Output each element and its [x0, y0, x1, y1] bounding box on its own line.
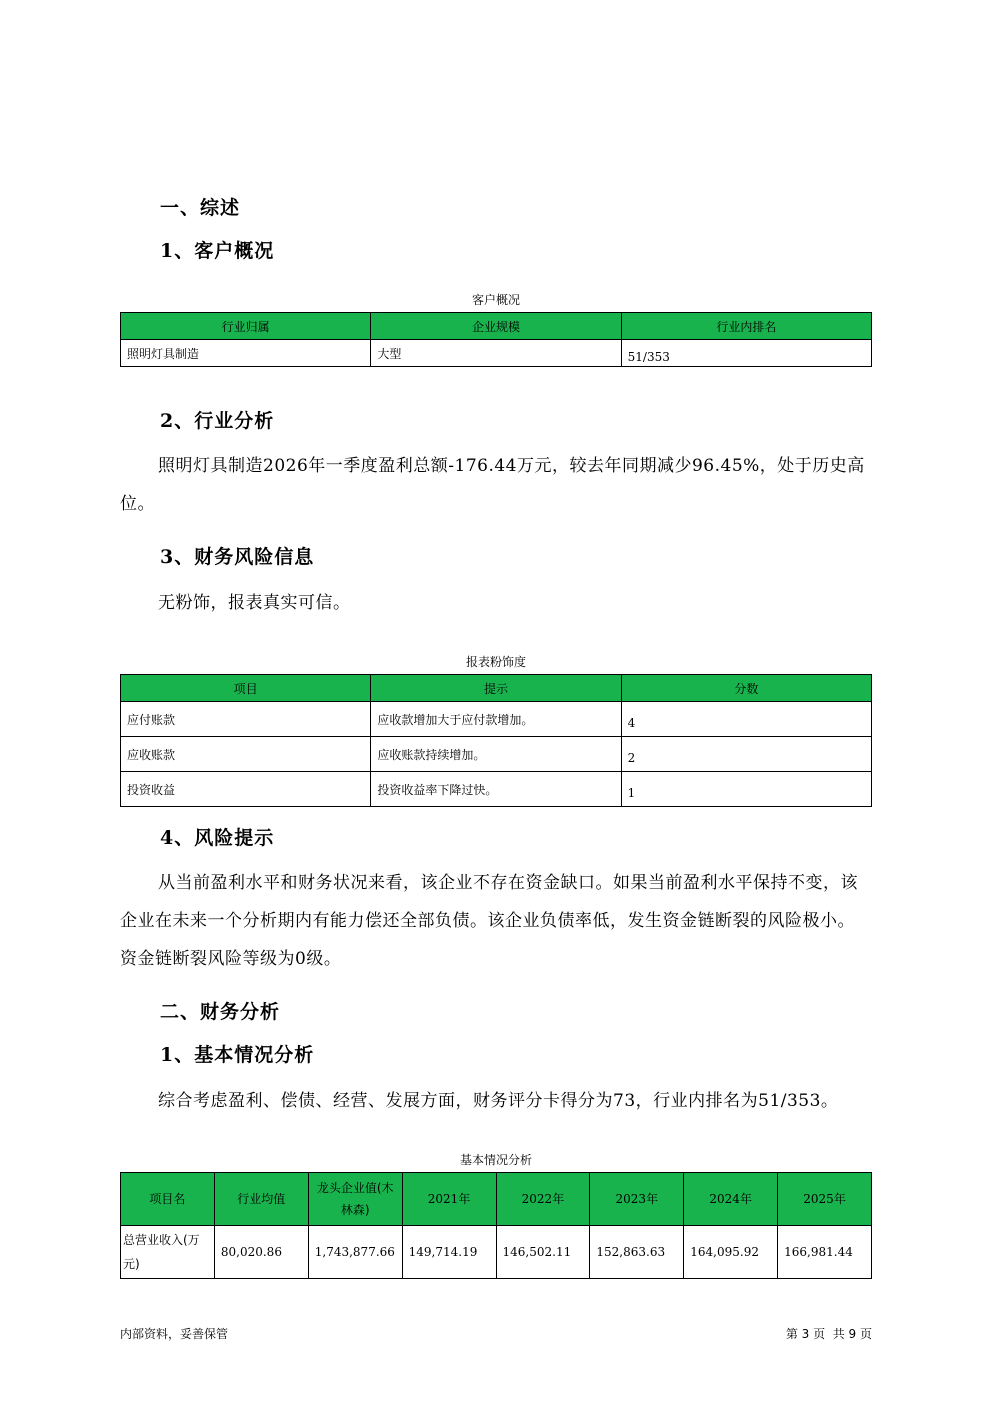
table-cell: 照明灯具制造	[121, 340, 371, 367]
table-row	[121, 340, 872, 367]
table-cell: 投资收益	[121, 772, 371, 807]
table-cell: 80,020.86	[214, 1226, 308, 1279]
subsection-title-risk-warning: 4、风险提示	[160, 827, 275, 849]
subsection-title-basic-analysis: 1、基本情况分析	[160, 1044, 315, 1066]
table-cell: 166,981.44	[778, 1226, 872, 1279]
table-header-cell: 项目名	[121, 1173, 215, 1226]
table-header-cell: 行业归属	[121, 313, 371, 340]
basic-situation-table	[120, 1172, 872, 1279]
subsection-title-industry: 2、行业分析	[160, 410, 275, 432]
basic-analysis-paragraph	[120, 1082, 872, 1120]
table-cell: 149,714.19	[402, 1226, 496, 1279]
table-header-row	[121, 313, 872, 340]
financial-risk-paragraph	[120, 584, 872, 622]
table-cell: 2	[621, 737, 871, 772]
table-header-cell: 2021年	[402, 1173, 496, 1226]
footer-confidential-note: 内部资料，妥善保管	[120, 1327, 229, 1341]
basic-analysis-text: 综合考虑盈利、偿债、经营、发展方面，财务评分卡得分为73，行业内排名为51/353。	[158, 1091, 839, 1111]
whitewash-table	[120, 674, 872, 807]
industry-analysis-text: 照明灯具制造2026年一季度盈利总额-176.44万元，较去年同期减少96.45%，处于历史高位。	[120, 456, 865, 514]
table-cell: 应收账款	[121, 737, 371, 772]
section-title-overview: 一、综述	[160, 197, 241, 219]
basic-table-caption: 基本情况分析	[459, 1153, 532, 1167]
table-header-cell: 2024年	[684, 1173, 778, 1226]
customer-table	[120, 312, 872, 367]
table-cell: 应收账款持续增加。	[371, 737, 621, 772]
table-header-cell: 行业内排名	[621, 313, 871, 340]
table-header-cell: 分数	[621, 675, 871, 702]
table-header-cell: 2023年	[590, 1173, 684, 1226]
table-header-row	[121, 1173, 872, 1226]
table-row	[121, 772, 872, 807]
table-header-cell: 项目	[121, 675, 371, 702]
table-row	[121, 1226, 872, 1279]
table-header-cell: 企业规模	[371, 313, 621, 340]
table-header-row	[121, 675, 872, 702]
section-title-financial-analysis: 二、财务分析	[160, 1001, 281, 1023]
table-row	[121, 737, 872, 772]
risk-warning-paragraph	[120, 864, 872, 978]
subsection-title-customer: 1、客户概况	[160, 240, 275, 262]
industry-analysis-paragraph	[120, 447, 872, 523]
financial-risk-text: 无粉饰，报表真实可信。	[158, 593, 351, 613]
table-header-cell: 2025年	[778, 1173, 872, 1226]
table-cell: 应付账款	[121, 702, 371, 737]
risk-warning-text: 从当前盈利水平和财务状况来看，该企业不存在资金缺口。如果当前盈利水平保持不变，该企业在未来一个分析期内有能力偿还全部负债。该企业负债率低，发生资金链断裂的风险极小。资金链断裂风险等级为0级。	[120, 873, 858, 969]
whitewash-table-caption: 报表粉饰度	[465, 655, 526, 669]
table-header-cell: 行业均值	[214, 1173, 308, 1226]
table-cell: 投资收益率下降过快。	[371, 772, 621, 807]
table-cell: 1	[621, 772, 871, 807]
table-cell: 51/353	[621, 340, 871, 367]
footer-page-number: 第 3 页 共 9 页	[785, 1327, 872, 1341]
table-cell: 1,743,877.66	[308, 1226, 402, 1279]
table-header-cell: 2022年	[496, 1173, 590, 1226]
table-cell: 4	[621, 702, 871, 737]
table-cell: 164,095.92	[684, 1226, 778, 1279]
table-cell: 146,502.11	[496, 1226, 590, 1279]
table-cell: 大型	[371, 340, 621, 367]
customer-table-caption: 客户概况	[471, 293, 520, 307]
table-header-cell: 提示	[371, 675, 621, 702]
subsection-title-financial-risk: 3、财务风险信息	[160, 546, 315, 568]
table-row	[121, 702, 872, 737]
table-header-cell: 龙头企业值(木林森)	[308, 1173, 402, 1226]
table-cell: 152,863.63	[590, 1226, 684, 1279]
table-cell: 总营业收入(万元)	[121, 1226, 215, 1279]
table-cell: 应收款增加大于应付款增加。	[371, 702, 621, 737]
